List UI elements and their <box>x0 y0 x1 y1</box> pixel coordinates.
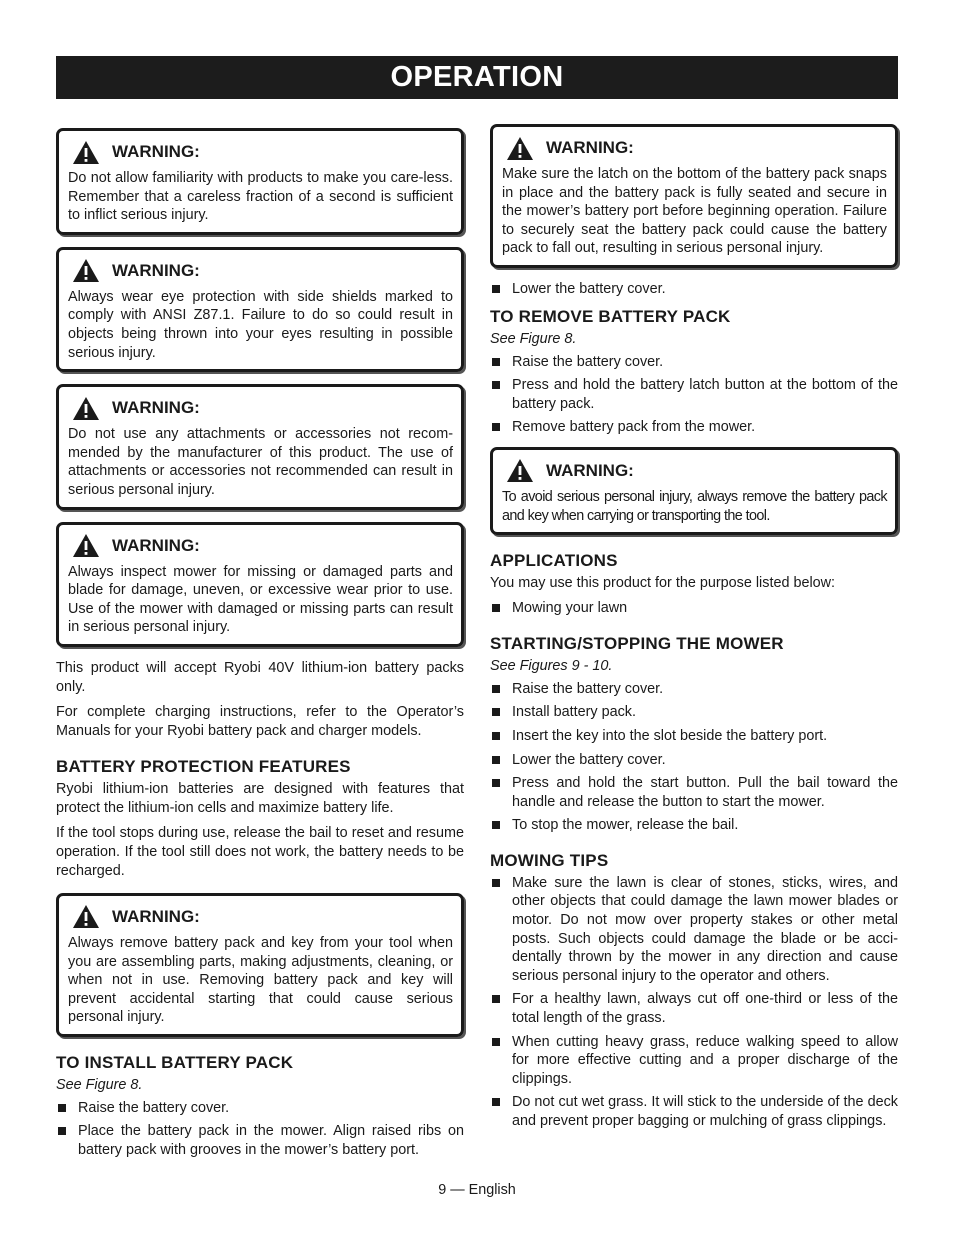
page-footer: 9 — English <box>438 1182 516 1198</box>
warning-text: Do not allow familiarity with products to make you care-less. Remember that a careless fraction of a second is sufficient to inflict serious injury. <box>68 170 453 224</box>
list-item: Remove battery pack from the mower. <box>490 418 898 437</box>
install-continued-list <box>490 280 898 299</box>
right-column <box>490 124 898 1136</box>
list-item: For a healthy lawn, always cut off one-third or less of the total length of the grass. <box>490 990 898 1027</box>
mowing-tips-list <box>490 874 898 1131</box>
warning-title: WARNING: <box>546 138 634 157</box>
starting-steps-list <box>490 680 898 835</box>
warning-text: Always remove battery pack and key from your tool when you are assembling parts, making adjustments, cleaning, or when not in use. Removing battery pack and key will prevent accidental starting that could cause serious personal injury. <box>68 934 453 1026</box>
warning-triangle-icon <box>506 458 534 483</box>
warning-text: Always inspect mower for missing or damaged parts and blade for damage, uneven, or excessive wear prior to use. Use of the mower with damaged or missing parts can result in serious personal injury. <box>68 563 453 636</box>
warning-title: WARNING: <box>112 142 200 161</box>
body-paragraph: Ryobi lithium-ion batteries are designed with features that protect the lithium-ion cells and maximize battery life. <box>56 780 464 816</box>
list-item: Raise the battery cover. <box>490 680 898 699</box>
section-heading: TO REMOVE BATTERY PACK <box>490 306 731 326</box>
body-paragraph: If the tool stops during use, release the bail to reset and resume operation. If the tool still does not work, the battery needs to be recharged. <box>56 824 464 879</box>
warning-triangle-icon <box>506 136 534 161</box>
list-item: Insert the key into the slot beside the battery port. <box>490 727 898 746</box>
figure-reference: See Figure 8. <box>490 330 577 347</box>
list-item: Mowing your lawn <box>490 599 898 618</box>
intro-paragraph: For complete charging instructions, refer to the Operator’s Manuals for your Ryobi battery pack and charger models. <box>56 703 464 739</box>
remove-steps-list <box>490 353 898 437</box>
intro-paragraph: This product will accept Ryobi 40V lithium-ion battery packs only. <box>56 659 464 695</box>
list-item: When cutting heavy grass, reduce walking speed to allow for more effective cutting and a proper discharge of the clippings. <box>490 1033 898 1089</box>
section-heading: TO INSTALL BATTERY PACK <box>56 1052 294 1072</box>
section-heading: STARTING/STOPPING THE MOWER <box>490 633 784 653</box>
section-heading: APPLICATIONS <box>490 551 618 571</box>
list-item: Place the battery pack in the mower. Align raised ribs on battery pack with grooves in the mower’s battery port. <box>56 1122 464 1159</box>
list-item: Raise the battery cover. <box>490 353 898 372</box>
warning-title: WARNING: <box>112 260 200 280</box>
left-column <box>56 128 464 1165</box>
warning-box-eye-protection <box>56 247 464 372</box>
warning-text: Always wear eye protection with side shields marked to comply with ANSI Z87.1. Failure to do so could result in objects being thrown into your eyes resulting in possible serious injury. <box>68 288 453 361</box>
warning-triangle-icon <box>72 533 100 558</box>
section-heading: BATTERY PROTECTION FEATURES <box>56 756 351 776</box>
warning-triangle-icon <box>72 396 100 421</box>
warning-title: WARNING: <box>112 398 200 418</box>
list-item: Lower the battery cover. <box>490 751 898 770</box>
list-item: Lower the battery cover. <box>490 280 898 299</box>
warning-box-latch <box>490 124 898 268</box>
warning-triangle-icon <box>72 904 100 929</box>
warning-box-carrying <box>490 447 898 535</box>
warning-box-familiarity <box>56 128 464 235</box>
warning-triangle-icon <box>72 258 100 283</box>
warning-box-inspect <box>56 522 464 647</box>
warning-title: WARNING: <box>546 460 634 480</box>
warning-box-attachments <box>56 384 464 509</box>
warning-text: Do not use any attachments or accessories not recom-mended by the manufacturer of this product. The use of attachments or accessories not recommended can result in serious personal injury. <box>68 426 453 498</box>
list-item: Press and hold the start button. Pull the bail toward the handle and release the button to start the mower. <box>490 774 898 811</box>
list-item: To stop the mower, release the bail. <box>490 816 898 835</box>
list-item: Do not cut wet grass. It will stick to the underside of the deck and prevent proper bagging or mulching of grass clippings. <box>490 1093 898 1130</box>
warning-text: To avoid serious personal injury, always remove the battery pack and key when carrying or transporting the tool. <box>502 488 887 524</box>
list-item: Make sure the lawn is clear of stones, sticks, wires, and other objects that could damage the lawn mower blades or motor. Do not mow over property stakes or other metal posts. Such objects could damage the blade or be acci-dentally thrown by the mower in any direction and cause serious personal injury to the operator and others. <box>490 874 898 986</box>
figure-reference: See Figure 8. <box>56 1076 143 1093</box>
warning-text: Make sure the latch on the bottom of the battery pack snaps in place and the battery pack is fully seated and secure in the mower’s battery port before beginning operation. Failure to securely seat the battery pack could cause the battery pack to fall out, resulting in serious personal injury. <box>502 166 887 257</box>
warning-title: WARNING: <box>112 906 200 926</box>
section-banner: OPERATION <box>56 56 898 99</box>
section-heading: MOWING TIPS <box>490 850 609 870</box>
list-item: Press and hold the battery latch button at the bottom of the battery pack. <box>490 376 898 413</box>
warning-triangle-icon <box>72 140 100 165</box>
warning-title: WARNING: <box>112 535 200 555</box>
applications-list <box>490 599 898 618</box>
install-steps-list <box>56 1099 464 1160</box>
warning-box-remove-pack <box>56 893 464 1037</box>
list-item: Raise the battery cover. <box>56 1099 464 1118</box>
body-paragraph: You may use this product for the purpose listed below: <box>490 575 836 592</box>
list-item: Install battery pack. <box>490 703 898 722</box>
figure-reference: See Figures 9 - 10. <box>490 657 613 674</box>
